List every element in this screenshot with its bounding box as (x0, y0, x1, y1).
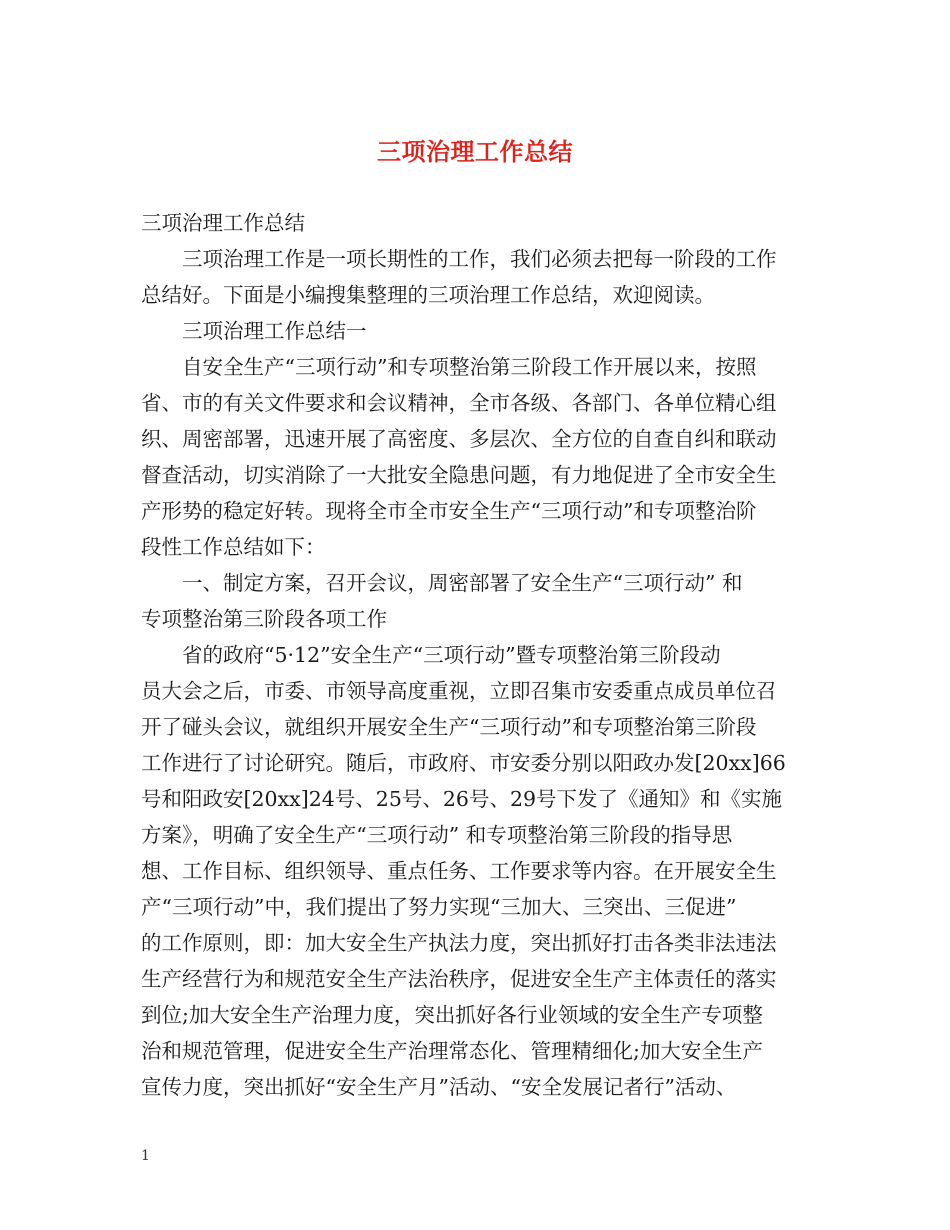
body-line: 三项治理工作总结 (141, 211, 305, 235)
body-line: 想、工作目标、组织领导、重点任务、工作要求等内容。在开展安全生 (141, 859, 777, 883)
body-line: 省、市的有关文件要求和会议精神，全市各级、各部门、各单位精心组 (141, 391, 777, 415)
body-line: 三项治理工作总结一 (182, 319, 367, 343)
body-line: 工作进行了讨论研究。随后，市政府、市安委分别以阳政办发[20xx]66 (141, 751, 786, 775)
body-line: 宣传力度，突出抓好“安全生产月”活动、“安全发展记者行”活动、 (141, 1075, 737, 1099)
body-line: 产“三项行动”中，我们提出了努力实现“三加大、三突出、三促进” (141, 895, 737, 919)
body-line: 号和阳政安[20xx]24号、25号、26号、29号下发了《通知》和《实施 (141, 787, 783, 811)
document-body (141, 205, 813, 1105)
body-line: 自安全生产“三项行动”和专项整治第三阶段工作开展以来，按照 (182, 355, 757, 379)
body-line: 总结好。下面是小编搜集整理的三项治理工作总结，欢迎阅读。 (141, 283, 715, 307)
body-line: 三项治理工作是一项长期性的工作，我们必须去把每一阶段的工作 (182, 247, 777, 271)
body-line: 织、周密部署，迅速开展了高密度、多层次、全方位的自查自纠和联动 (141, 427, 777, 451)
body-line: 一、制定方案，召开会议，周密部署了安全生产“三项行动” 和 (182, 571, 743, 595)
page-number: 1 (141, 1148, 150, 1164)
body-line: 生产经营行为和规范安全生产法治秩序，促进安全生产主体责任的落实 (141, 967, 777, 991)
body-line: 方案》，明确了安全生产“三项行动” 和专项整治第三阶段的指导思 (141, 823, 733, 847)
body-line: 的工作原则，即：加大安全生产执法力度，突出抓好打击各类非法违法 (141, 931, 777, 955)
document-title: 三项治理工作总结 (377, 137, 573, 166)
body-line: 开了碰头会议，就组织开展安全生产“三项行动”和专项整治第三阶段 (141, 715, 757, 739)
body-line: 员大会之后，市委、市领导高度重视，立即召集市安委重点成员单位召 (141, 679, 777, 703)
body-line: 督查活动，切实消除了一大批安全隐患问题，有力地促进了全市安全生 (141, 463, 777, 487)
body-line: 产形势的稳定好转。现将全市全市安全生产“三项行动”和专项整治阶 (141, 499, 757, 523)
body-line: 到位;加大安全生产治理力度，突出抓好各行业领域的安全生产专项整 (141, 1003, 763, 1027)
body-line: 专项整治第三阶段各项工作 (141, 607, 387, 631)
body-line: 段性工作总结如下： (141, 535, 326, 559)
body-line: 治和规范管理，促进安全生产治理常态化、管理精细化;加大安全生产 (141, 1039, 763, 1063)
body-line: 省的政府“5·12”安全生产“三项行动”暨专项整治第三阶段动 (182, 643, 721, 667)
